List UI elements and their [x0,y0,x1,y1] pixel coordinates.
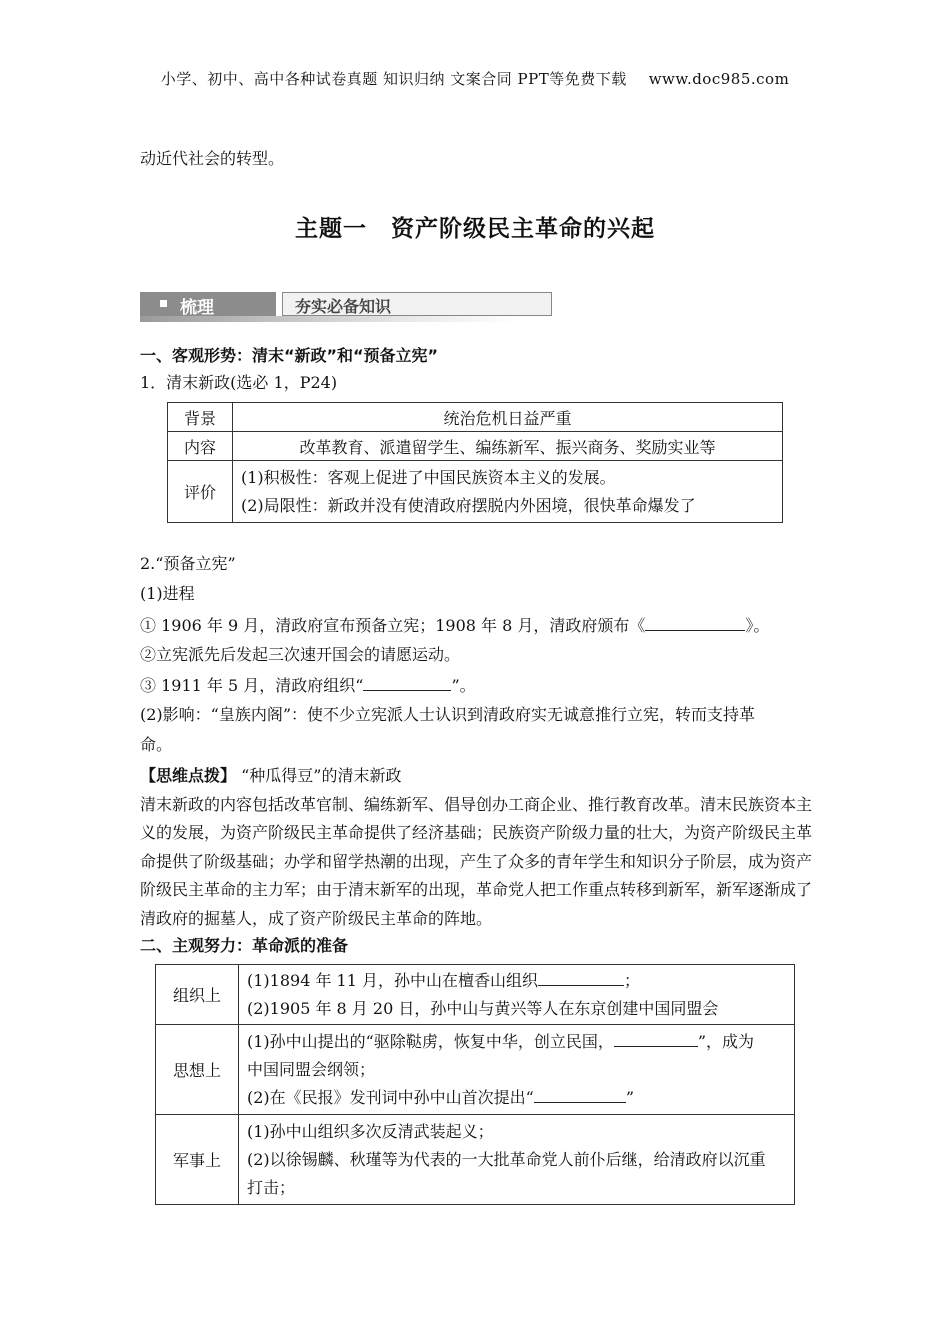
thinking-tip [140,762,812,933]
idea-line-2: 中国同盟会纲领； [247,1059,376,1079]
military-label: 军事上 [156,1115,239,1205]
banner-label: 梳理 [180,298,214,318]
tip-title: “种瓜得豆”的清末新政 [241,766,402,785]
idea-cell [239,1025,795,1115]
org-line-1-post: ； [624,970,641,990]
banner-sub-box [282,292,552,316]
military-cell [239,1115,795,1205]
progress-item-3 [140,674,476,697]
evaluation-label: 评价 [168,461,233,523]
mil-line-3: 打击； [247,1177,296,1197]
idea-line-1: (1)孙中山提出的“驱除鞑虏，恢复中华，创立民国， [247,1031,614,1051]
impact-line-1: (2)影响：“皇族内阁”：使不少立宪派人士认识到清政府实无诚意推行立宪，转而支持革 [140,705,756,724]
mil-line-2: (2)以徐锡麟、秋瑾等为代表的一大批革命党人前仆后继，给清政府以沉重 [247,1149,766,1169]
evaluation-cell [233,461,783,523]
tip-body: 清末新政的内容包括改革官制、编练新军、倡导创办工商企业、推行教育改革。清末民族资本主义的发展，为资产阶级民主革命提供了经济基础；民族资产阶级力量的壮大，为资产阶级民主革命提供了阶级基础；办学和留学热潮的出现，产生了众多的青年学生和知识分子阶层，成为资产阶级民主革命的主力军；由于清末新军的出现，革命党人把工作重点转移到新军，新军逐渐成了清政府的掘墓人，成了资产阶级民主革命的阵地。 [140,794,813,928]
fill-blank-5[interactable] [534,1086,626,1103]
item3-post: ”。 [451,676,476,695]
evaluation-line-2: (2)局限性：新政并没有使清政府摆脱内外困境，很快革命爆发了 [241,495,696,515]
new-policy-table [167,402,783,523]
fill-blank-4[interactable] [614,1030,698,1047]
idea-line-1-post: ”，成为 [697,1031,755,1051]
item3-text: ③ 1911 年 5 月，清政府组织“ [140,676,364,695]
org-line-2: (2)1905 年 8 月 20 日，孙中山与黄兴等人在东京创建中国同盟会 [247,998,719,1018]
org-cell [239,965,795,1025]
item1-text: ① 1906 年 9 月，清政府宣布预备立宪；1908 年 8 月，清政府颁布《 [140,616,646,635]
progress-label: (1)进程 [140,584,195,603]
header-url[interactable]: www.doc985.com [648,70,790,88]
impact-line-2: 命。 [140,735,173,754]
square-bullet-icon [160,300,167,307]
item1-post: 》。 [745,616,770,635]
page-header [0,68,950,89]
evaluation-line-1: (1)积极性：客观上促进了中国民族资本主义的发展。 [241,467,616,487]
background-label: 背景 [168,403,233,432]
idea-line-3-post: ” [625,1087,635,1107]
org-label: 组织上 [156,965,239,1025]
fill-blank-3[interactable] [538,969,624,986]
idea-label: 思想上 [156,1025,239,1115]
section2-heading: 二、主观努力：革命派的准备 [140,936,349,955]
header-text: 小学、初中、高中各种试卷真题 知识归纳 文案合同 PPT等免费下载 [160,70,627,88]
fill-blank-1[interactable] [645,614,745,631]
background-text: 统治危机日益严重 [233,403,783,432]
section1-sub2: 2.“预备立宪” [140,554,236,573]
banner-sub-label: 夯实必备知识 [295,297,392,316]
revolution-prep-table [155,964,795,1205]
progress-item-2: ②立宪派先后发起三次速开国会的请愿运动。 [140,645,461,664]
progress-item-1 [140,614,769,637]
intro-tail: 动近代社会的转型。 [140,149,285,168]
page-title: 主题一 资产阶级民主革命的兴起 [295,216,655,242]
section-banner [140,292,518,322]
fill-blank-2[interactable] [363,674,451,691]
idea-line-3: (2)在《民报》发刊词中孙中山首次提出“ [247,1087,534,1107]
content-label: 内容 [168,432,233,461]
content-text: 改革教育、派遣留学生、编练新军、振兴商务、奖励实业等 [233,432,783,461]
mil-line-1: (1)孙中山组织多次反清武装起义； [247,1121,494,1141]
section1-sub1: 1．清末新政(选必 1，P24) [140,373,338,392]
section1-heading: 一、客观形势：清末“新政”和“预备立宪” [140,346,439,365]
tip-label: 【思维点拨】 [140,766,237,785]
org-line-1: (1)1894 年 11 月，孙中山在檀香山组织 [247,970,539,990]
